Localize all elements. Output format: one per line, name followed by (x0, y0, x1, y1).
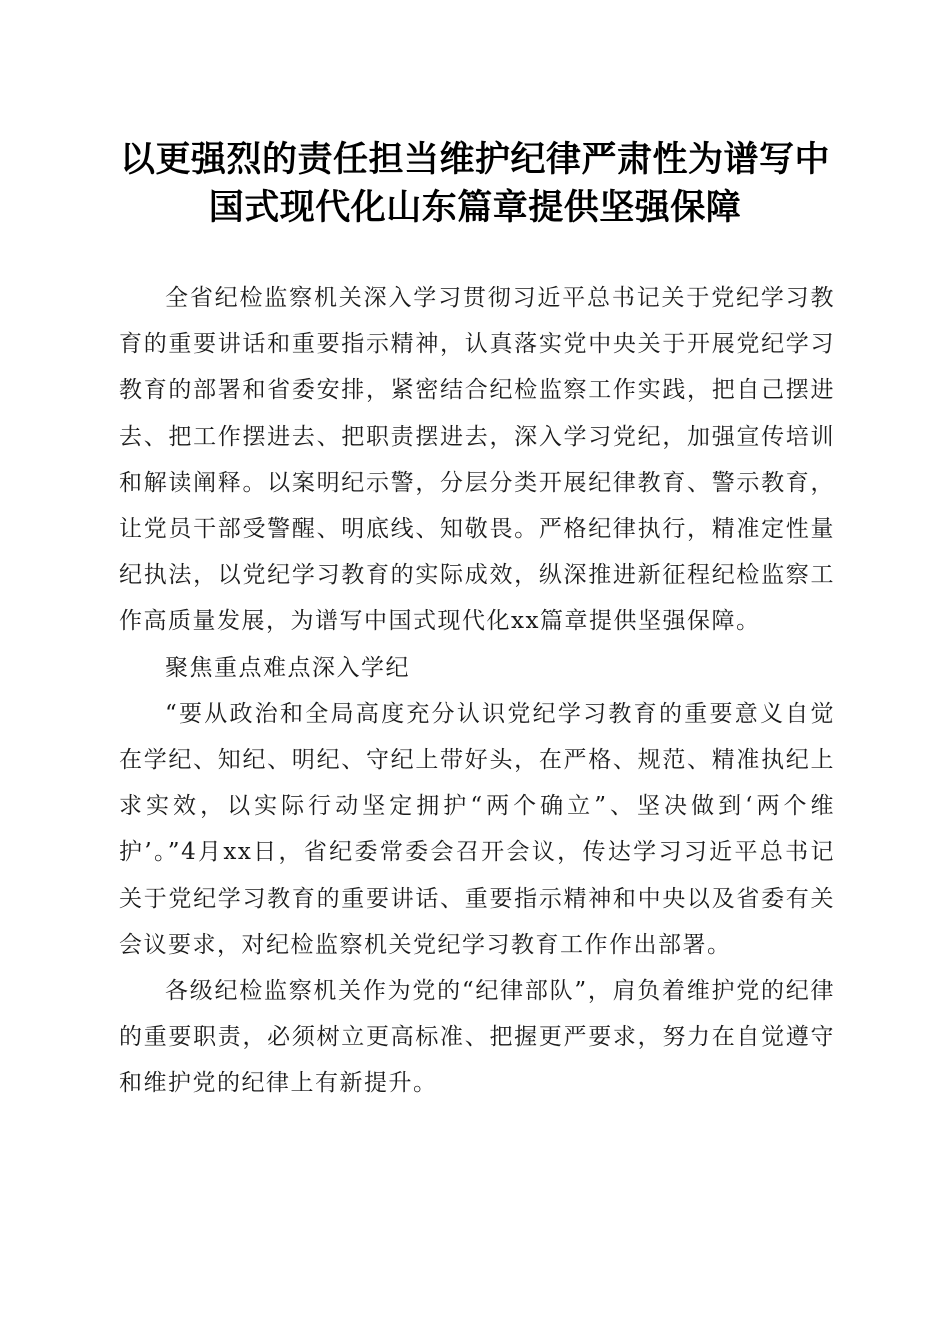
section-heading: 聚焦重点难点深入学纪 (165, 654, 410, 681)
paragraph-quote: “要从政治和全局高度充分认识党纪学习教育的重要意义自觉在学纪、知纪、明纪、守纪上带好头，在严格、规范、精准执纪上求实效，以实际行动坚定拥护“两个确立”、坚决做到‘两个维护’。”4月xx日，省纪委常委会召开会议，传达学习习近平总书记关于党纪学习教育的重要讲话、重要指示精神和中央以及省委有关会议要求，对纪检监察机关党纪学习教育工作作出部署。 (119, 700, 835, 958)
document-body (119, 275, 835, 1107)
title-line-1: 以更强烈的责任担当维护纪律严肃性为谱写中 (119, 139, 830, 180)
paragraph-intro: 全省纪检监察机关深入学习贯彻习近平总书记关于党纪学习教育的重要讲话和重要指示精神，认真落实党中央关于开展党纪学习教育的部署和省委安排，紧密结合纪检监察工作实践，把自己摆进去、把工作摆进去、把职责摆进去，深入学习党纪，加强宣传培训和解读阐释。以案明纪示警，分层分类开展纪律教育、警示教育，让党员干部受警醒、明底线、知敬畏。严格纪律执行，精准定性量纪执法，以党纪学习教育的实际成效，纵深推进新征程纪检监察工作高质量发展，为谱写中国式现代化xx篇章提供坚强保障。 (119, 285, 835, 635)
document-title (110, 136, 840, 232)
paragraph-closing: 各级纪检监察机关作为党的“纪律部队”，肩负着维护党的纪律的重要职责，必须树立更高标准、把握更严要求，努力在自觉遵守和维护党的纪律上有新提升。 (119, 978, 835, 1097)
title-line-2: 国式现代化山东篇章提供坚强保障 (208, 187, 742, 228)
